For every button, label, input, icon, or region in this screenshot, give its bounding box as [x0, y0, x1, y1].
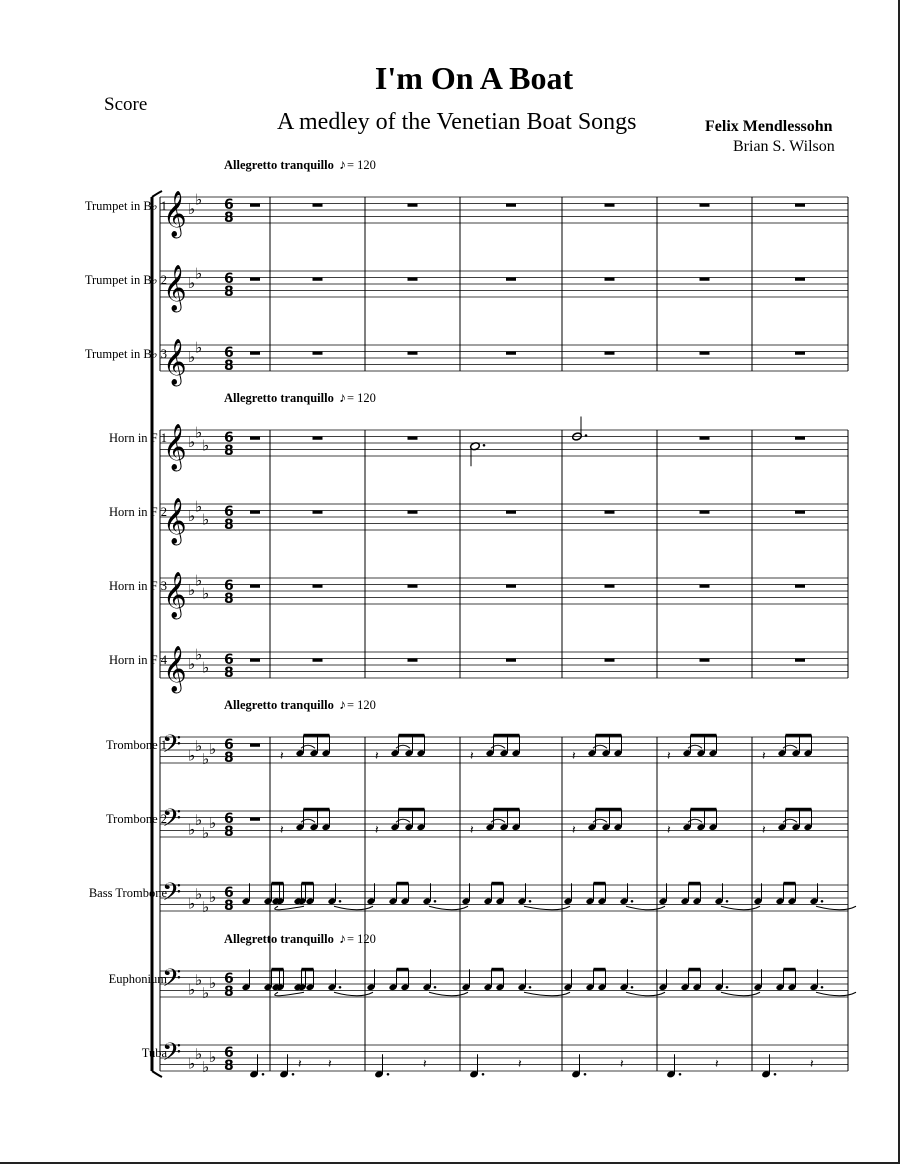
tempo-marking: Allegretto tranquillo ♪= 120: [224, 698, 376, 713]
tie: [334, 906, 373, 910]
quarter-rest-icon: 𝄽: [518, 1056, 522, 1071]
measure-rest: [506, 278, 516, 281]
measure-rest: [605, 204, 615, 207]
flat-icon: ♭: [195, 810, 203, 829]
tie: [524, 992, 570, 996]
measure-rest: [506, 585, 516, 588]
augmentation-dot: [387, 1073, 390, 1076]
augmentation-dot: [262, 1073, 265, 1076]
flat-icon: ♭: [188, 894, 196, 913]
system-bracket: [152, 1071, 162, 1077]
quarter-rest-icon: 𝄽: [280, 748, 284, 763]
measure-rest: [313, 352, 323, 355]
flat-icon: ♭: [209, 740, 217, 758]
instrument-name: Horn in F 3: [109, 579, 167, 593]
quarter-rest-icon: 𝄽: [280, 822, 284, 837]
time-signature-numerator: 6: [224, 971, 234, 987]
flat-icon: ♭: [188, 980, 196, 999]
staff: [160, 190, 848, 239]
measure-rest: [700, 278, 710, 281]
time-signature-denominator: 8: [224, 824, 234, 840]
time-signature-numerator: 6: [224, 652, 234, 668]
augmentation-dot: [434, 900, 437, 903]
measure-rest: [700, 437, 710, 440]
treble-clef-icon: 𝄞: [163, 646, 187, 692]
augmentation-dot: [726, 900, 729, 903]
quarter-rest-icon: 𝄽: [572, 748, 576, 763]
flat-icon: ♭: [195, 190, 203, 209]
quarter-rest-icon: 𝄽: [298, 1056, 302, 1071]
time-signature-numerator: 6: [224, 811, 234, 827]
augmentation-dot: [339, 900, 342, 903]
measure-rest: [506, 352, 516, 355]
tempo-marking: Allegretto tranquillo ♪= 120: [224, 391, 376, 406]
flat-icon: ♭: [195, 423, 203, 442]
flat-icon: ♭: [202, 983, 210, 1002]
quarter-rest-icon: 𝄽: [667, 748, 671, 763]
tie: [721, 906, 760, 910]
time-signature-denominator: 8: [224, 898, 234, 914]
time-signature-numerator: 6: [224, 578, 234, 594]
tie: [275, 992, 304, 996]
augmentation-dot: [434, 986, 437, 989]
measure-rest: [795, 585, 805, 588]
time-signature-denominator: 8: [224, 284, 234, 300]
flat-icon: ♭: [195, 497, 203, 516]
measure-rest: [250, 278, 260, 281]
flat-icon: ♭: [202, 1057, 210, 1076]
flat-icon: ♭: [188, 200, 196, 218]
measure-rest: [250, 204, 260, 207]
flat-icon: ♭: [202, 658, 210, 677]
measure-rest: [795, 437, 805, 440]
flat-icon: ♭: [202, 749, 210, 768]
augmentation-dot: [529, 986, 532, 989]
measure-rest: [795, 659, 805, 662]
flat-icon: ♭: [195, 970, 203, 989]
augmentation-dot: [339, 986, 342, 989]
flat-icon: ♭: [195, 645, 203, 664]
time-signature-denominator: 8: [224, 665, 234, 681]
time-signature-numerator: 6: [224, 430, 234, 446]
instrument-name: Horn in F 4: [109, 653, 167, 667]
bass-clef-icon: 𝄢: [162, 964, 182, 999]
measure-rest: [700, 511, 710, 514]
augmentation-dot: [679, 1073, 682, 1076]
bass-clef-icon: 𝄢: [162, 1038, 182, 1073]
measure-rest: [250, 818, 260, 821]
augmentation-dot: [631, 900, 634, 903]
flat-icon: ♭: [195, 736, 203, 755]
time-signature-denominator: 8: [224, 1058, 234, 1074]
quarter-rest-icon: 𝄽: [375, 748, 379, 763]
flat-icon: ♭: [202, 510, 210, 529]
flat-icon: ♭: [188, 348, 196, 366]
quarter-rest-icon: 𝄽: [667, 822, 671, 837]
measure-rest: [795, 204, 805, 207]
tie: [626, 906, 665, 910]
measure-rest: [605, 352, 615, 355]
tempo-marking: Allegretto tranquillo ♪= 120: [224, 932, 376, 947]
time-signature-numerator: 6: [224, 197, 234, 213]
instrument-name: Horn in F 2: [109, 505, 167, 519]
flat-icon: ♭: [188, 433, 196, 451]
instrument-name: Trumpet in B♭ 3: [84, 347, 167, 361]
augmentation-dot: [585, 434, 588, 437]
quarter-rest-icon: 𝄽: [470, 748, 474, 763]
time-signature-denominator: 8: [224, 591, 234, 607]
tie: [275, 906, 304, 910]
flat-icon: ♭: [188, 581, 196, 599]
time-signature-numerator: 6: [224, 737, 234, 753]
time-signature-denominator: 8: [224, 984, 234, 1000]
treble-clef-icon: 𝄞: [163, 265, 187, 311]
quarter-rest-icon: 𝄽: [572, 822, 576, 837]
tie: [524, 906, 570, 910]
augmentation-dot: [584, 1073, 587, 1076]
staff: [160, 1038, 848, 1078]
time-signature-denominator: 8: [224, 443, 234, 459]
score-title: I'm On A Boat: [374, 60, 574, 96]
measure-rest: [700, 659, 710, 662]
instrument-name: Bass Trombone: [88, 886, 167, 900]
quarter-rest-icon: 𝄽: [762, 822, 766, 837]
measure-rest: [313, 204, 323, 207]
time-signature-numerator: 6: [224, 271, 234, 287]
instrument-name: Trombone 2: [105, 812, 167, 826]
measure-rest: [313, 278, 323, 281]
measure-rest: [313, 437, 323, 440]
augmentation-dot: [482, 1073, 485, 1076]
measure-rest: [506, 511, 516, 514]
measure-rest: [700, 352, 710, 355]
tempo-marking: Allegretto tranquillo ♪= 120: [224, 158, 376, 173]
quarter-rest-icon: 𝄽: [762, 748, 766, 763]
quarter-rest-icon: 𝄽: [715, 1056, 719, 1071]
measure-rest: [250, 659, 260, 662]
staff: [160, 571, 848, 620]
arranger-credit: Brian S. Wilson: [733, 138, 835, 155]
flat-icon: ♭: [195, 264, 203, 283]
flat-icon: ♭: [195, 571, 203, 590]
measure-rest: [795, 511, 805, 514]
time-signature-numerator: 6: [224, 504, 234, 520]
flat-icon: ♭: [188, 746, 196, 765]
quarter-rest-icon: 𝄽: [375, 822, 379, 837]
flat-icon: ♭: [188, 274, 196, 292]
measure-rest: [506, 659, 516, 662]
augmentation-dot: [631, 986, 634, 989]
staff: [160, 497, 848, 546]
treble-clef-icon: 𝄞: [163, 339, 187, 385]
measure-rest: [408, 511, 418, 514]
measure-rest: [605, 659, 615, 662]
flat-icon: ♭: [195, 338, 203, 357]
instrument-name: Trumpet in B♭ 2: [84, 273, 167, 287]
staff: [160, 338, 848, 387]
measure-rest: [700, 585, 710, 588]
measure-rest: [250, 744, 260, 747]
flat-icon: ♭: [202, 897, 210, 916]
score-label: Score: [104, 94, 148, 115]
quarter-rest-icon: 𝄽: [620, 1056, 624, 1071]
time-signature-denominator: 8: [224, 517, 234, 533]
staff: [160, 264, 848, 313]
augmentation-dot: [483, 444, 486, 447]
instrument-name: Tuba: [141, 1046, 167, 1060]
measure-rest: [506, 204, 516, 207]
flat-icon: ♭: [195, 1044, 203, 1063]
instrument-name: Trombone 1: [105, 738, 167, 752]
measure-rest: [250, 585, 260, 588]
bass-clef-icon: 𝄢: [162, 730, 182, 765]
treble-clef-icon: 𝄞: [163, 424, 187, 470]
bass-clef-icon: 𝄢: [162, 804, 182, 839]
measure-rest: [313, 585, 323, 588]
measure-rest: [250, 437, 260, 440]
augmentation-dot: [821, 986, 824, 989]
measure-rest: [408, 437, 418, 440]
tie: [429, 906, 468, 910]
tie: [721, 992, 760, 996]
bass-clef-icon: 𝄢: [162, 878, 182, 913]
instrument-name: Euphonium: [108, 972, 167, 986]
time-signature-denominator: 8: [224, 358, 234, 374]
flat-icon: ♭: [188, 655, 196, 673]
measure-rest: [605, 278, 615, 281]
quarter-rest-icon: 𝄽: [470, 822, 474, 837]
quarter-rest-icon: 𝄽: [328, 1056, 332, 1071]
score-subtitle: A medley of the Venetian Boat Songs: [277, 109, 637, 135]
measure-rest: [408, 585, 418, 588]
staff: [160, 417, 848, 473]
augmentation-dot: [821, 900, 824, 903]
time-signature-numerator: 6: [224, 345, 234, 361]
measure-rest: [605, 585, 615, 588]
tie: [626, 992, 665, 996]
flat-icon: ♭: [209, 1048, 217, 1066]
instrument-name: Trumpet in B♭ 1: [84, 199, 167, 213]
flat-icon: ♭: [188, 507, 196, 525]
measure-rest: [700, 204, 710, 207]
measure-rest: [408, 659, 418, 662]
time-signature-numerator: 6: [224, 885, 234, 901]
treble-clef-icon: 𝄞: [163, 191, 187, 237]
flat-icon: ♭: [195, 884, 203, 903]
measure-rest: [250, 352, 260, 355]
augmentation-dot: [726, 986, 729, 989]
quarter-rest-icon: 𝄽: [810, 1056, 814, 1071]
instrument-name: Horn in F 1: [109, 431, 167, 445]
time-signature-numerator: 6: [224, 1045, 234, 1061]
flat-icon: ♭: [209, 974, 217, 992]
flat-icon: ♭: [209, 888, 217, 906]
flat-icon: ♭: [188, 820, 196, 839]
time-signature-denominator: 8: [224, 750, 234, 766]
tie: [334, 992, 373, 996]
measure-rest: [250, 511, 260, 514]
measure-rest: [408, 352, 418, 355]
tie: [816, 906, 856, 910]
staff: [160, 804, 848, 842]
tie: [816, 992, 856, 996]
measure-rest: [408, 278, 418, 281]
flat-icon: ♭: [188, 1054, 196, 1073]
flat-icon: ♭: [202, 584, 210, 603]
measure-rest: [313, 659, 323, 662]
flat-icon: ♭: [209, 814, 217, 832]
time-signature-denominator: 8: [224, 210, 234, 226]
measure-rest: [313, 511, 323, 514]
measure-rest: [795, 352, 805, 355]
composer-credit: Felix Mendlessohn: [705, 118, 833, 135]
measure-rest: [605, 511, 615, 514]
treble-clef-icon: 𝄞: [163, 498, 187, 544]
staff: [160, 730, 848, 768]
augmentation-dot: [774, 1073, 777, 1076]
augmentation-dot: [292, 1073, 295, 1076]
augmentation-dot: [529, 900, 532, 903]
quarter-rest-icon: 𝄽: [423, 1056, 427, 1071]
treble-clef-icon: 𝄞: [163, 572, 187, 618]
flat-icon: ♭: [202, 823, 210, 842]
measure-rest: [408, 204, 418, 207]
staff: [160, 645, 848, 694]
measure-rest: [795, 278, 805, 281]
flat-icon: ♭: [202, 436, 210, 455]
tie: [429, 992, 468, 996]
system-bracket: [152, 191, 162, 197]
